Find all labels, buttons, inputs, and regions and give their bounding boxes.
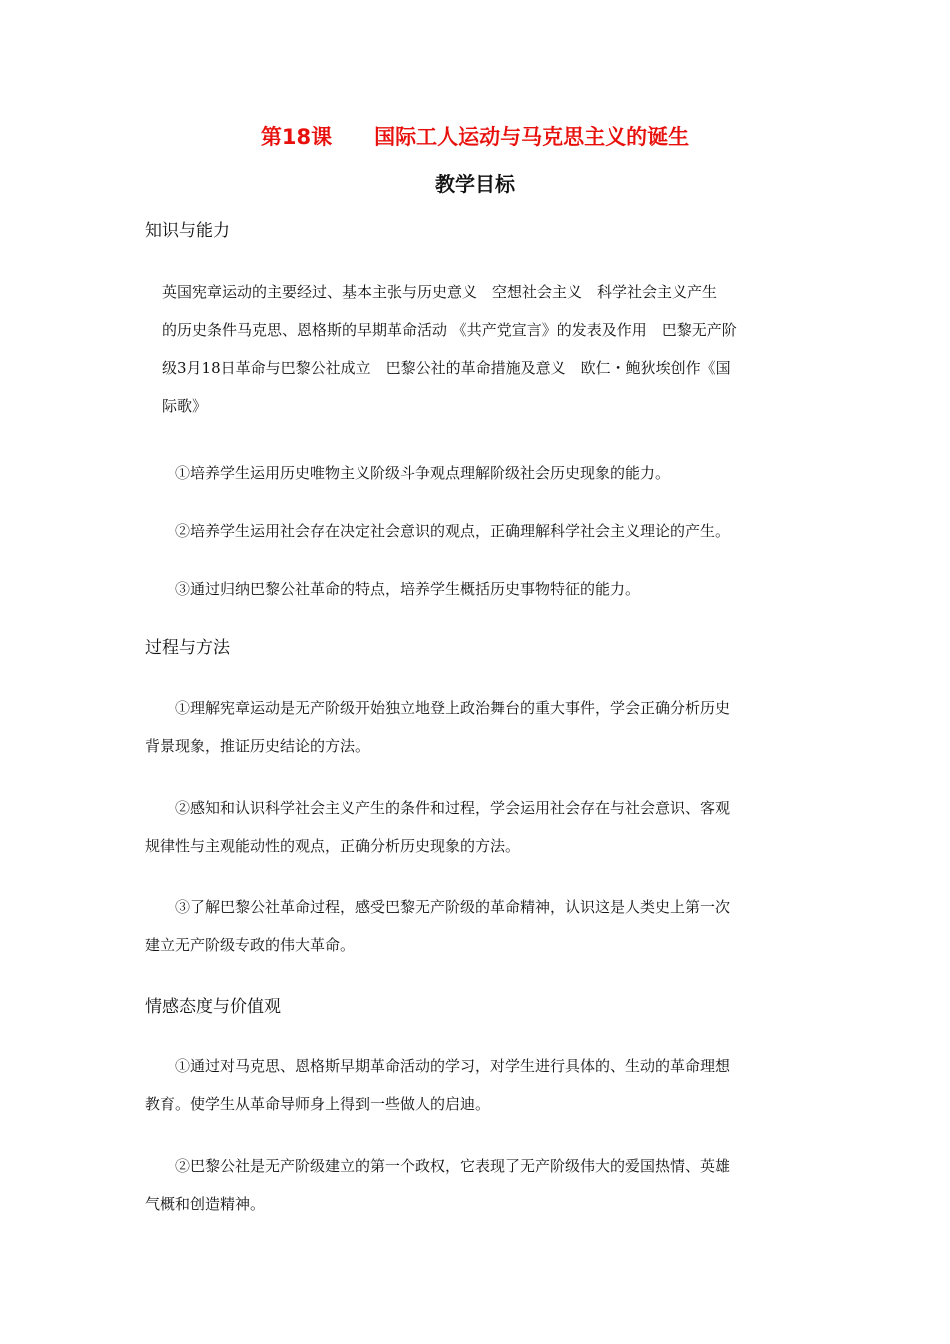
teaching-objectives-heading: 教学目标	[435, 172, 515, 196]
paragraph-line: 教育。使学生从革命导师身上得到一些做人的启迪。	[145, 1095, 491, 1113]
knowledge-item-1	[175, 454, 845, 492]
paragraph-line: 气概和创造精神。	[145, 1195, 266, 1213]
process-item-3	[145, 888, 815, 964]
paragraph-line: ①理解宪章运动是无产阶级开始独立地登上政治舞台的重大事件，学会正确分析历史	[175, 699, 731, 717]
process-item-2	[145, 789, 815, 865]
knowledge-item-3	[175, 570, 845, 608]
process-item-1	[145, 689, 815, 765]
paragraph-line: ②巴黎公社是无产阶级建立的第一个政权，它表现了无产阶级伟大的爱国热情、英雄	[175, 1157, 731, 1175]
knowledge-item-2	[175, 512, 845, 550]
paragraph-line: 建立无产阶级专政的伟大革命。	[145, 936, 356, 954]
paragraph-line: ③通过归纳巴黎公社革命的特点，培养学生概括历史事物特征的能力。	[175, 580, 641, 598]
paragraph-line: ①培养学生运用历史唯物主义阶级斗争观点理解阶级社会历史现象的能力。	[175, 464, 671, 482]
section-heading-values: 情感态度与价值观	[145, 997, 281, 1017]
paragraph-line: ②培养学生运用社会存在决定社会意识的观点，正确理解科学社会主义理论的产生。	[175, 522, 731, 540]
section-heading-process: 过程与方法	[145, 638, 230, 658]
knowledge-intro-paragraph	[162, 273, 832, 425]
paragraph-line: 际歌》	[162, 397, 208, 415]
values-item-2	[145, 1147, 815, 1223]
values-item-1	[145, 1047, 815, 1123]
paragraph-line: ①通过对马克思、恩格斯早期革命活动的学习，对学生进行具体的、生动的革命理想	[175, 1057, 731, 1075]
paragraph-line: 规律性与主观能动性的观点，正确分析历史现象的方法。	[145, 837, 521, 855]
paragraph-line: 背景现象，推证历史结论的方法。	[145, 737, 371, 755]
lesson-title: 第18课 国际工人运动与马克思主义的诞生	[260, 125, 690, 149]
paragraph-line: 的历史条件马克思、恩格斯的早期革命活动 《共产党宣言》的发表及作用 巴黎无产阶	[162, 321, 737, 339]
paragraph-line: ②感知和认识科学社会主义产生的条件和过程，学会运用社会存在与社会意识、客观	[175, 799, 731, 817]
paragraph-line: 级3月18日革命与巴黎公社成立 巴黎公社的革命措施及意义 欧仁・鲍狄埃创作《国	[162, 359, 731, 377]
paragraph-line: ③了解巴黎公社革命过程，感受巴黎无产阶级的革命精神，认识这是人类史上第一次	[175, 898, 731, 916]
paragraph-line: 英国宪章运动的主要经过、基本主张与历史意义 空想社会主义 科学社会主义产生	[162, 283, 718, 301]
section-heading-knowledge: 知识与能力	[145, 221, 230, 241]
